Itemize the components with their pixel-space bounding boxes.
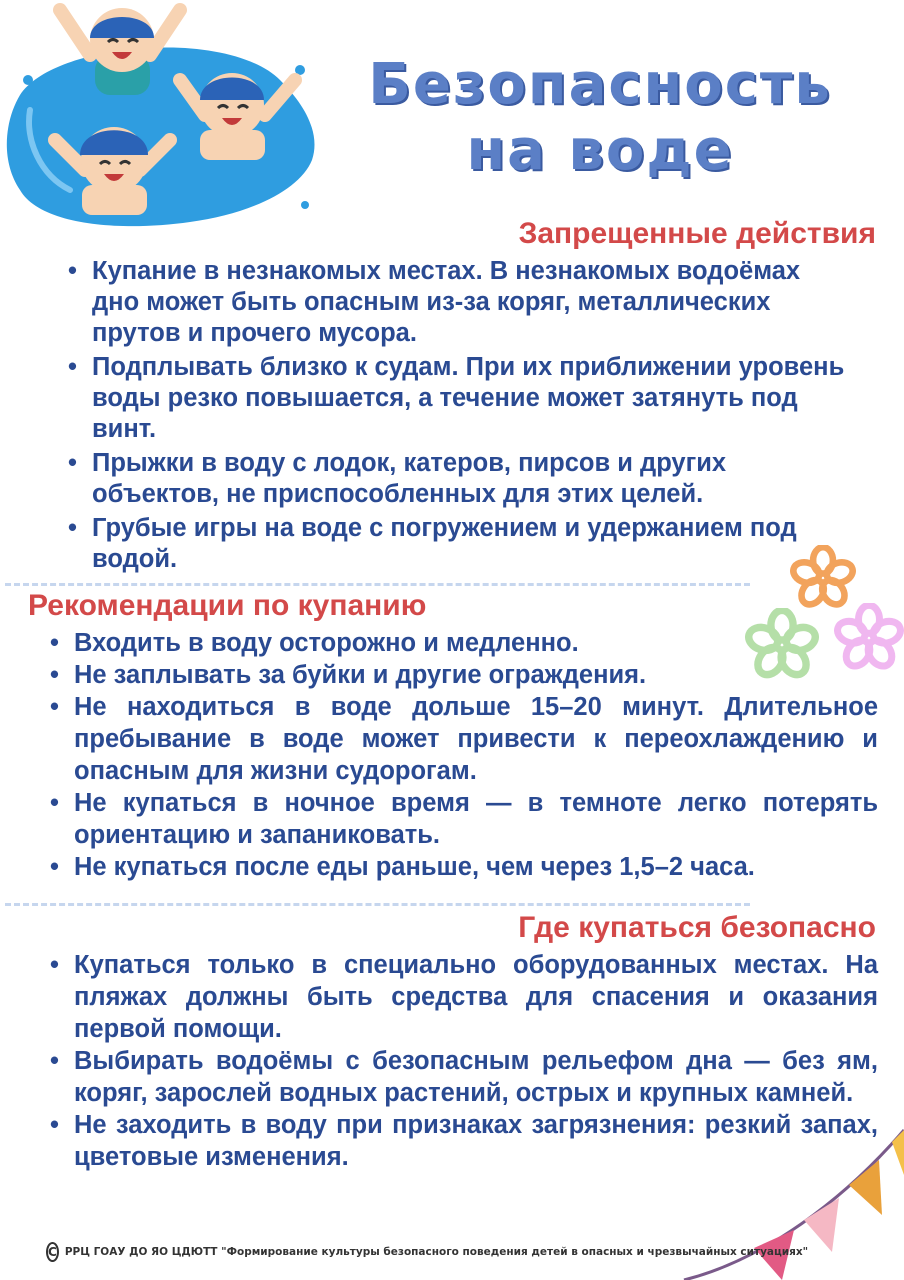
- section-heading-recommendations: Рекомендации по купанию: [28, 589, 427, 622]
- list-item: • Не заплывать за буйки и другие ограждения.: [48, 659, 878, 691]
- section-divider: [5, 903, 750, 906]
- forbidden-actions-list: [66, 256, 846, 578]
- footer-text: РРЦ ГОАУ ДО ЯО ЦДЮТТ "Формирование культуры безопасного поведения детей в опасных и чрезвычайных ситуациях": [64, 1246, 809, 1258]
- bunting-flags-decoration: [654, 980, 904, 1280]
- flower-pink-icon: [834, 603, 904, 673]
- list-item: • Прыжки в воду с лодок, катеров, пирсов и других объектов, не приспособленных для этих целей.: [66, 448, 846, 510]
- list-item: • Входить в воду осторожно и медленно.: [48, 627, 878, 659]
- list-item: • Подплывать близко к судам. При их приближении уровень воды резко повышается, а течение может затянуть под винт.: [66, 352, 846, 445]
- list-item: • Купаться только в специально оборудованных местах. На пляжах должны быть средства для спасения и оказания первой помощи.: [48, 949, 878, 1045]
- list-item: • Не купаться после еды раньше, чем через 1,5–2 часа.: [48, 851, 878, 883]
- list-item: • Не заходить в воду при признаках загрязнения: резкий запах, цветовые изменения.: [48, 1109, 878, 1173]
- list-item: • Выбирать водоёмы с безопасным рельефом дна — без ям, коряг, зарослей водных растений, острых и крупных камней.: [48, 1045, 878, 1109]
- list-item: • Не купаться в ночное время — в темноте легко потерять ориентацию и запаниковать.: [48, 787, 878, 851]
- list-item: • Не находиться в воде дольше 15–20 минут. Длительное пребывание в воде может привести к переохлаждению и опасным для жизни судорогам.: [48, 691, 878, 787]
- list-item: • Грубые игры на воде с погружением и удержанием под водой.: [66, 513, 846, 575]
- footer: [46, 1240, 809, 1264]
- copyright-icon: C: [46, 1242, 59, 1262]
- page-title-line2: на воде: [466, 118, 734, 183]
- page-title: [330, 52, 870, 184]
- list-item: • Купание в незнакомых местах. В незнакомых водоёмах дно может быть опасным из-за коряг, металлических прутов и прочего мусора.: [66, 256, 846, 349]
- section-heading-where-safe: Где купаться безопасно: [518, 911, 876, 944]
- section-divider: [5, 583, 750, 586]
- swimming-kids-illustration: [0, 0, 320, 235]
- flower-orange-icon: [790, 545, 856, 611]
- section-heading-forbidden: Запрещенные действия: [518, 217, 876, 250]
- page-title-line1: Безопасность: [368, 52, 832, 117]
- flower-green-icon: [745, 608, 819, 682]
